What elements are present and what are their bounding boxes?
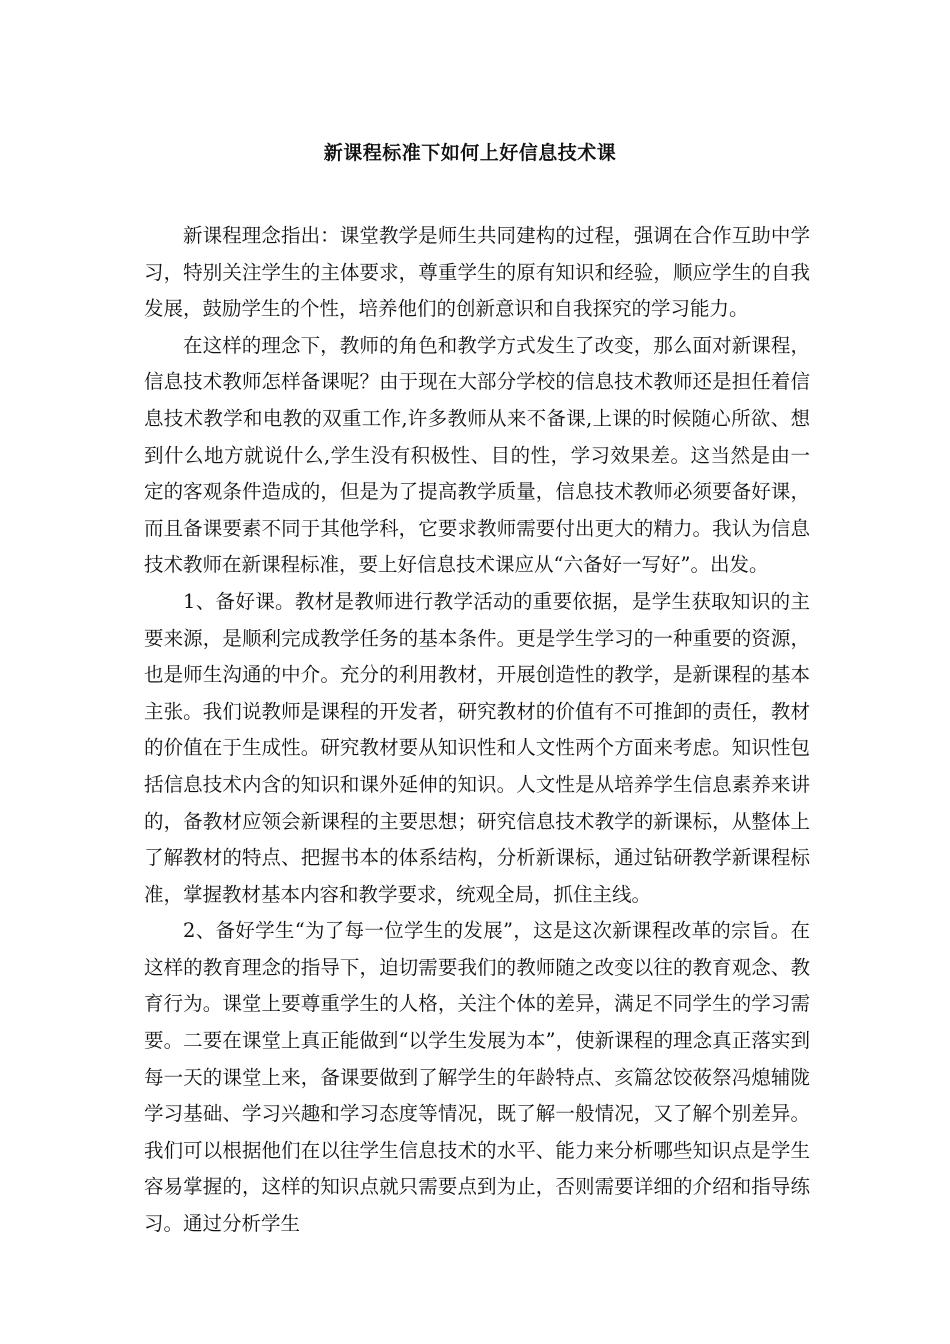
document-title xyxy=(0,138,950,165)
document-title-text: 新课程标准下如何上好信息技术课 xyxy=(323,142,617,164)
paragraph-section-2: 2、备好学生“为了每一位学生的发展”，这是这次新课程改革的宗旨。在这样的教育理念的指导下，迫切需要我们的教师随之改变以往的教育观念、教育行为。课堂上要尊重学生的人格，关注个体的差异，满足不同学生的学习需要。二要在课堂上真正能做到“以学生发展为本”，使新课程的理念真正落实到每一天的课堂上来，备课要做到了解学生的年龄特点、亥篇忿饺莜祭冯熄辅陇学习基础、学习兴趣和学习态度等情况，既了解一般情况，又了解个别差异。我们可以根据他们在以往学生信息技术的水平、能力来分析哪些知识点是学生容易掌握的，这样的知识点就只需要点到为止，否则需要详细的介绍和指导练习。通过分析学生 xyxy=(144,919,810,1236)
paragraph-intro: 新课程理念指出：课堂教学是师生共同建构的过程，强调在合作互助中学习，特别关注学生的主体要求，尊重学生的原有知识和经验，顺应学生的自我发展，鼓励学生的个性，培养他们的创新意识和自我探究的学习能力。 xyxy=(144,224,810,321)
paragraph-section-1: 1、备好课。教材是教师进行教学活动的重要依据，是学生获取知识的主要来源，是顺利完成教学任务的基本条件。更是学生学习的一种重要的资源，也是师生沟通的中介。充分的利用教材，开展创造性的教学，是新课程的基本主张。我们说教师是课程的开发者，研究教材的价值有不可推卸的责任，教材的价值在于生成性。研究教材要从知识性和人文性两个方面来考虑。知识性包括信息技术内含的知识和课外延伸的知识。人文性是从培养学生信息素养来讲的，备教材应领会新课程的主要思想；研究信息技术教学的新课标，从整体上了解教材的特点、把握书本的体系结构，分析新课标，通过钻研教学新课程标准，掌握教材基本内容和教学要求，统观全局，抓住主线。 xyxy=(144,589,810,906)
document-body xyxy=(144,218,810,1243)
paragraph-context: 在这样的理念下，教师的角色和教学方式发生了改变，那么面对新课程，信息技术教师怎样备课呢？由于现在大部分学校的信息技术教师还是担任着信息技术教学和电教的双重工作,许多教师从来不备课,上课的时候随心所欲、想到什么地方就说什么,学生没有积极性、目的性，学习效果差。这当然是由一定的客观条件造成的，但是为了提高教学质量，信息技术教师必须要备好课，而且备课要素不同于其他学科，它要求教师需要付出更大的精力。我认为信息技术教师在新课程标准，要上好信息技术课应从“六备好一写好”。出发。 xyxy=(144,333,810,577)
